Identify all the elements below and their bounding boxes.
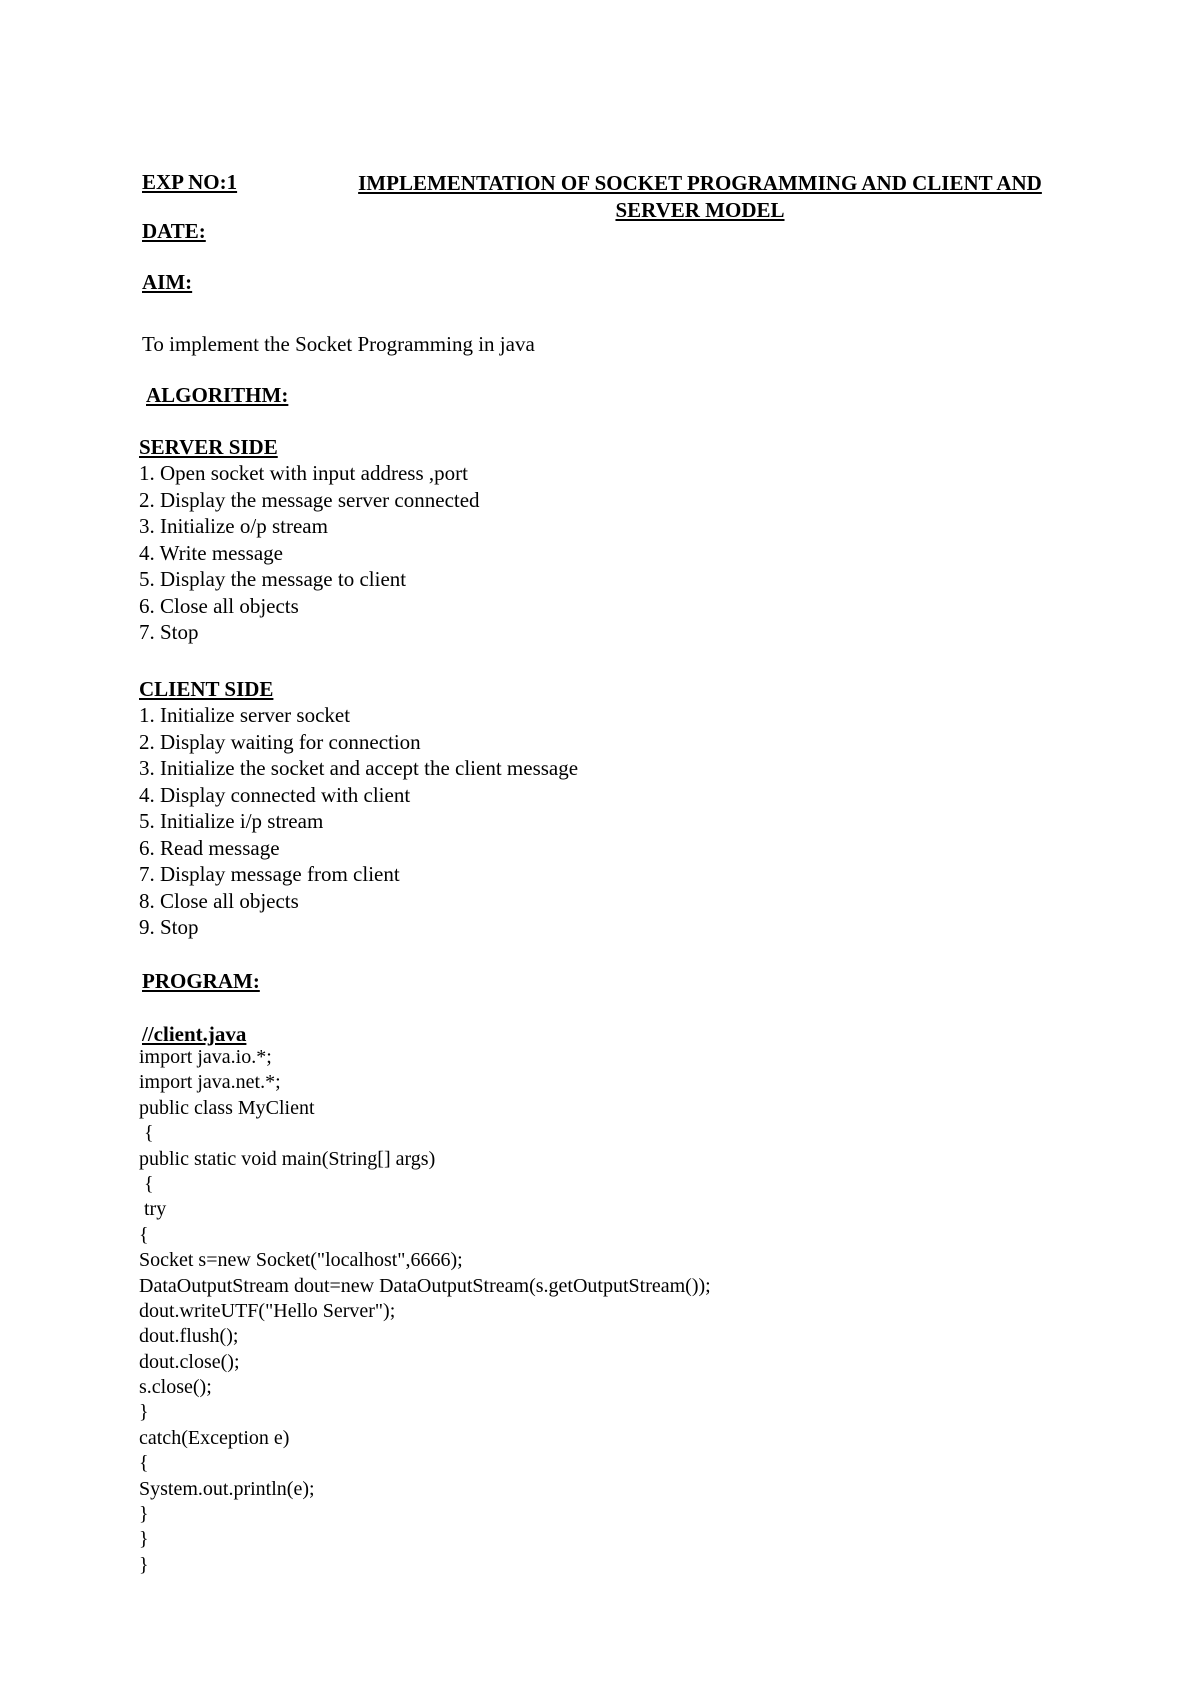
code-line: } xyxy=(139,1503,149,1526)
code-block xyxy=(139,1045,711,1578)
list-item: 3. Initialize the socket and accept the client message xyxy=(139,756,579,780)
server-steps-list xyxy=(139,460,480,646)
code-line: { xyxy=(139,1172,154,1195)
list-item: 5. Initialize i/p stream xyxy=(139,809,324,833)
code-line: Socket s=new Socket("localhost",6666); xyxy=(139,1249,463,1272)
program-heading: PROGRAM: xyxy=(142,969,260,993)
code-file-label: //client.java xyxy=(142,1022,247,1046)
list-item: 1. Open socket with input address ,port xyxy=(139,461,468,485)
code-line: } xyxy=(139,1528,149,1551)
code-line: import java.net.*; xyxy=(139,1071,281,1094)
code-line: try xyxy=(139,1198,167,1221)
list-item: 7. Display message from client xyxy=(139,862,400,886)
list-item: 5. Display the message to client xyxy=(139,567,407,591)
title-line-2: SERVER MODEL xyxy=(615,198,785,222)
code-line: } xyxy=(139,1401,149,1424)
list-item: 1. Initialize server socket xyxy=(139,703,351,727)
list-item: 2. Display the message server connected xyxy=(139,487,480,512)
code-line: catch(Exception e) xyxy=(139,1426,290,1449)
client-steps-list xyxy=(139,702,578,941)
experiment-title xyxy=(300,170,1100,224)
code-line: public static void main(String[] args) xyxy=(139,1147,436,1170)
code-line: { xyxy=(139,1452,149,1475)
code-line: public class MyClient xyxy=(139,1096,315,1119)
list-item: 4. Display connected with client xyxy=(139,782,411,807)
code-line: dout.close(); xyxy=(139,1350,240,1373)
code-line: { xyxy=(139,1223,149,1246)
code-line: dout.flush(); xyxy=(139,1325,239,1348)
list-item: 7. Stop xyxy=(139,620,199,644)
date-label: DATE: xyxy=(142,219,206,243)
list-item: 6. Close all objects xyxy=(139,593,299,618)
exp-no-label: EXP NO:1 xyxy=(142,170,238,194)
code-line: DataOutputStream dout=new DataOutputStream(s.getOutputStream()); xyxy=(139,1274,711,1297)
server-side-heading: SERVER SIDE xyxy=(139,435,278,459)
code-line: dout.writeUTF("Hello Server"); xyxy=(139,1299,396,1322)
aim-text: To implement the Socket Programming in java xyxy=(142,332,535,356)
code-line: { xyxy=(139,1122,154,1145)
code-line: } xyxy=(139,1553,149,1576)
title-line-1: IMPLEMENTATION OF SOCKET PROGRAMMING AND CLIENT AND xyxy=(358,171,1042,195)
list-item: 6. Read message xyxy=(139,835,280,860)
algorithm-heading: ALGORITHM: xyxy=(146,383,289,407)
list-item: 9. Stop xyxy=(139,915,199,939)
code-line: System.out.println(e); xyxy=(139,1477,315,1500)
code-line: s.close(); xyxy=(139,1376,212,1399)
list-item: 2. Display waiting for connection xyxy=(139,729,421,754)
aim-heading: AIM: xyxy=(142,270,193,294)
list-item: 4. Write message xyxy=(139,540,283,565)
list-item: 8. Close all objects xyxy=(139,888,299,913)
client-side-heading: CLIENT SIDE xyxy=(139,677,274,701)
code-line: import java.io.*; xyxy=(139,1046,272,1068)
list-item: 3. Initialize o/p stream xyxy=(139,514,328,538)
